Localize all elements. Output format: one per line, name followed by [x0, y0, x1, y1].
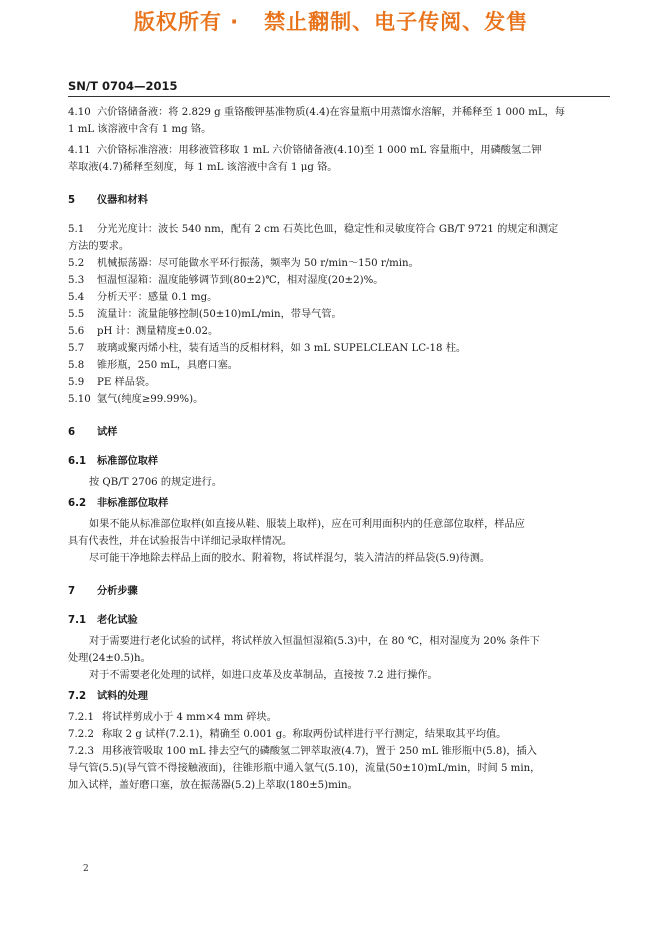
clause-line: [68, 777, 594, 794]
section-heading-h61: [68, 453, 594, 470]
clause-line: [68, 357, 594, 374]
clause-s51: [68, 221, 594, 255]
clause-number: 4.10: [68, 107, 91, 118]
header-rule: [68, 96, 610, 97]
clause-text: 导气管(5.5)(导气管不得接触液面)，往锥形瓶中通入氩气(5.10)，流量(50±10)mL/min，时间 5 min，: [68, 763, 541, 774]
section-heading-h7: [68, 583, 594, 600]
watermark-banner: 版权所有 · 禁止翻制、电子传阅、发售: [133, 10, 529, 34]
clause-text: 恒温恒湿箱：温度能够调节到(80±2)℃，相对湿度(20±2)%。: [97, 275, 384, 286]
clause-line: [68, 121, 594, 138]
clause-line: [68, 221, 594, 238]
clause-text: 用移液管吸取 100 mL 排去空气的磷酸氢二钾萃取液(4.7)，置于 250 mL 锥形瓶中(5.8)，插入: [102, 746, 537, 757]
clause-text: 玻璃或聚丙烯小柱，装有适当的反相材料，如 3 mL SUPELCLEAN LC-18 柱。: [97, 343, 467, 354]
clause-s723: [68, 743, 594, 794]
paragraph-line: 对于需要进行老化试验的试样，将试样放入恒温恒湿箱(5.3)中，在 80 ℃，相对湿度为 20% 条件下: [89, 636, 540, 647]
clause-number: 5.8: [68, 360, 85, 371]
clause-text: 锥形瓶，250 mL，具磨口塞。: [97, 360, 238, 371]
clause-number: 7.2.3: [68, 746, 94, 757]
section-heading-h72: [68, 688, 594, 705]
section-number: 6: [68, 427, 76, 438]
section-heading-h5: [68, 192, 594, 209]
clause-text: 称取 2 g 试样(7.2.1)，精确至 0.001 g。称取两份试样进行平行测定，结果取其平均值。: [102, 729, 507, 740]
clause-line: [68, 159, 594, 176]
clause-number: 4.11: [68, 145, 91, 156]
clause-number: 7.2.1: [68, 712, 94, 723]
paragraph-line: 如果不能从标准部位取样(如直接从鞋、服装上取样)，应在可利用面积内的任意部位取样，样品应: [89, 519, 525, 530]
clause-text: 六价铬储备液：将 2.829 g 重铬酸钾基准物质(4.4)在容量瓶中用蒸馏水溶解，并稀释至 1 000 mL，每: [97, 107, 565, 118]
section-title: 仪器和材料: [97, 195, 148, 206]
clause-s55: [68, 306, 594, 323]
clause-text: 萃取液(4.7)稀释至刻度，每 1 mL 该溶液中含有 1 μg 铬。: [68, 162, 338, 173]
paragraph-group-p71: [68, 633, 594, 684]
section-number: 7.1: [68, 615, 87, 626]
clause-line: [68, 255, 594, 272]
clause-text: PE 样品袋。: [97, 377, 156, 388]
clause-s59: [68, 374, 594, 391]
clause-line: [68, 272, 594, 289]
section-title: 标准部位取样: [97, 456, 159, 467]
clause-line: [68, 142, 594, 159]
clause-number: 5.10: [68, 394, 91, 405]
clause-s722: [68, 726, 594, 743]
clause-text: 分析天平：感量 0.1 mg。: [97, 292, 218, 303]
clause-s53: [68, 272, 594, 289]
clause-s54: [68, 289, 594, 306]
clause-number: 5.3: [68, 275, 85, 286]
spacer: [68, 600, 594, 612]
section-heading-h6: [68, 424, 594, 441]
spacer: [68, 441, 594, 453]
clause-text: 流量计：流量能够控制(50±10)mL/min，带导气管。: [97, 309, 342, 320]
clause-text: 将试样剪成小于 4 mm×4 mm 碎块。: [102, 712, 277, 723]
paragraph-line: 尽可能干净地除去样品上面的胶水、附着物，将试样混匀，装入清洁的样品袋(5.9)待测。: [89, 553, 491, 564]
clause-line: [68, 709, 594, 726]
clause-text: 氩气(纯度≥99.99%)。: [97, 394, 204, 405]
clause-text: 六价铬标准溶液：用移液管移取 1 mL 六价铬储备液(4.10)至 1 000 mL 容量瓶中，用磷酸氢二钾: [97, 145, 542, 156]
clause-s510: [68, 391, 594, 408]
paragraph-group-p61: [68, 474, 594, 491]
clause-number: 5.7: [68, 343, 85, 354]
clause-line: [68, 340, 594, 357]
spacer: [68, 176, 594, 192]
standard-code: SN/T 0704—2015: [68, 79, 178, 93]
clause-line: [68, 323, 594, 340]
clause-s410: [68, 104, 594, 138]
clause-line: [68, 391, 594, 408]
clause-number: 5.4: [68, 292, 85, 303]
clause-s57: [68, 340, 594, 357]
paragraph-line: 按 QB/T 2706 的规定进行。: [89, 477, 223, 488]
clause-line: [68, 289, 594, 306]
clause-line: [68, 726, 594, 743]
section-number: 7.2: [68, 691, 87, 702]
clause-number: 5.6: [68, 326, 85, 337]
clause-number: 5.9: [68, 377, 85, 388]
clause-line: [68, 238, 594, 255]
paragraph-line: 对于不需要老化处理的试样，如进口皮革及皮革制品，直接按 7.2 进行操作。: [89, 670, 438, 681]
section-number: 6.1: [68, 456, 87, 467]
clause-number: 7.2.2: [68, 729, 94, 740]
page-number: 2: [83, 864, 89, 874]
clause-text: pH 计：测量精度±0.02。: [97, 326, 219, 337]
section-number: 6.2: [68, 498, 87, 509]
paragraph-line: 处理(24±0.5)h。: [68, 653, 151, 664]
clause-text: 机械振荡器：尽可能做水平环行振荡，频率为 50 r/min～150 r/min。: [97, 258, 419, 269]
spacer: [68, 567, 594, 583]
paragraph-group-p62: [68, 516, 594, 567]
clause-number: 5.2: [68, 258, 85, 269]
section-heading-h62: [68, 495, 594, 512]
section-title: 非标准部位取样: [97, 498, 169, 509]
clause-number: 5.5: [68, 309, 85, 320]
clause-line: [68, 374, 594, 391]
section-number: 7: [68, 586, 76, 597]
paragraph-line: 具有代表性，并在试验报告中详细记录取样情况。: [68, 536, 293, 547]
clause-s721: [68, 709, 594, 726]
spacer: [68, 408, 594, 424]
clause-number: 5.1: [68, 224, 85, 235]
section-title: 试样: [97, 427, 118, 438]
clause-line: [68, 104, 594, 121]
clause-s411: [68, 142, 594, 176]
clause-line: [68, 306, 594, 323]
clause-text: 分光光度计：波长 540 nm，配有 2 cm 石英比色皿，稳定性和灵敏度符合 GB/T 9721 的规定和测定: [97, 224, 559, 235]
clause-s58: [68, 357, 594, 374]
clause-s56: [68, 323, 594, 340]
clause-line: [68, 760, 594, 777]
document-body: [68, 104, 594, 794]
section-title: 老化试验: [97, 615, 138, 626]
clause-s52: [68, 255, 594, 272]
spacer: [68, 209, 594, 221]
clause-text: 方法的要求。: [68, 241, 130, 252]
clause-line: [68, 743, 594, 760]
clause-text: 加入试样，盖好磨口塞，放在振荡器(5.2)上萃取(180±5)min。: [68, 780, 358, 791]
section-number: 5: [68, 195, 76, 206]
section-title: 分析步骤: [97, 586, 138, 597]
section-title: 试料的处理: [97, 691, 148, 702]
clause-text: 1 mL 该溶液中含有 1 mg 铬。: [68, 124, 212, 135]
section-heading-h71: [68, 612, 594, 629]
